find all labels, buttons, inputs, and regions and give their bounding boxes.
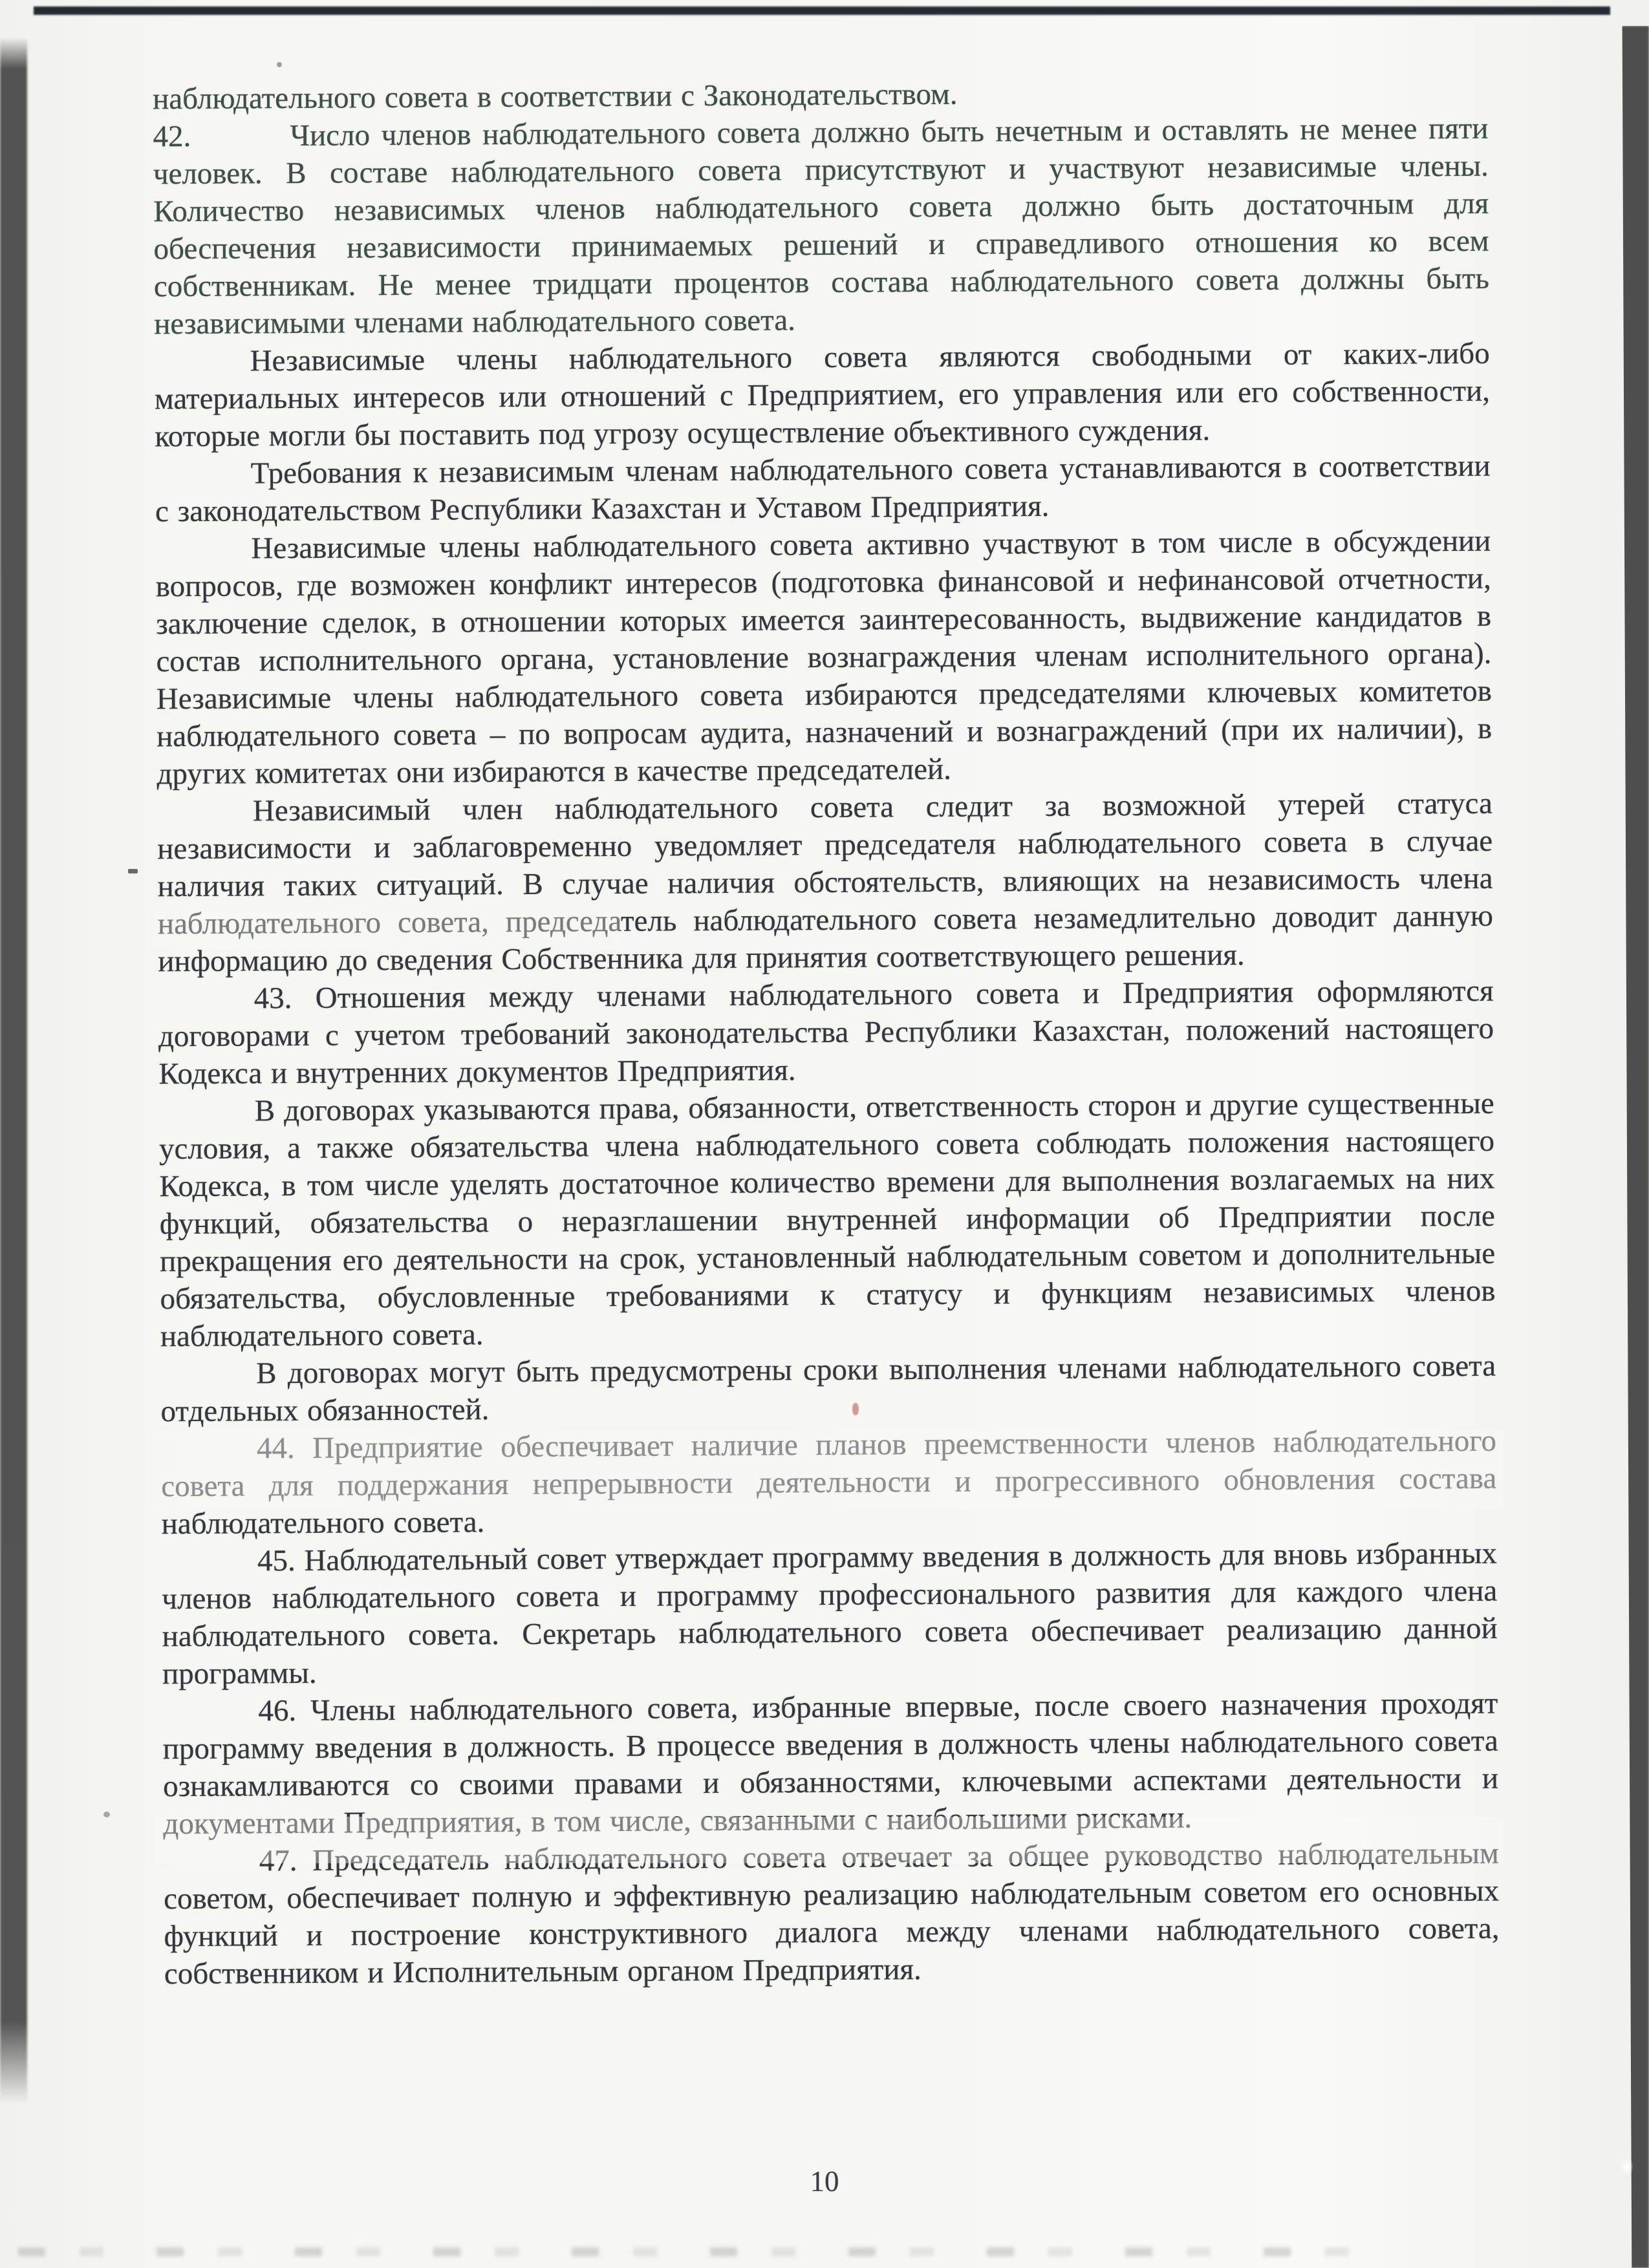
paragraph-contracts-deadlines: В договорах могут быть предусмотрены сроки выполнения членами наблюдательного совета отдельных обязанностей. bbox=[160, 1349, 1496, 1429]
paragraph-requirements: Требования к независимым членам наблюдательного совета устанавливаются в соответствии с законодательством Республики Казахстан и Уставом Предприятия. bbox=[155, 449, 1491, 529]
paragraph-independent-members-free: Независимые члены наблюдательного совета являются свободными от каких-либо материальных интересов или отношений с Предприятием, его управления или его собственности, которые могли бы поставить под угрозу осуществление объективного суждения. bbox=[154, 336, 1491, 454]
paragraph-43: 43. Отношения между членами наблюдательного совета и Предприятия оформляются договорами с учетом требований законодательства Республики Казахстан, положений настоящего Кодекса и внутренних документов Предприятия. bbox=[158, 974, 1494, 1091]
paragraph-45: 45. Наблюдательный совет утверждает программу введения в должность для вновь избранных членов наблюдательного совета и программу профессионального развития для каждого члена наблюдательного совета. Секретарь наблюдательного совета обеспечивает реализацию данной программы. bbox=[162, 1536, 1498, 1691]
page-number: 10 bbox=[810, 2165, 839, 2198]
paragraph-44: 44. Предприятие обеспечивает наличие планов преемственности членов наблюдательного совета для поддержания непрерывности деятельности и прогрессивного обновления состава наблюдательного совета. bbox=[161, 1424, 1497, 1541]
scan-edge-left bbox=[0, 37, 27, 2104]
paragraph-independence-status: Независимый член наблюдательного совета следит за возможной утерей статуса независимости и заблаговременно уведомляет председателя наблюдательного совета в случае наличия таких ситуаций. В случае наличия обстоятельств, влияющих на независимость члена наблюдательного совета, председатель наблюдательного совета незамедлительно доводит данную информацию до сведения Собственника для принятия соответствующего решения. bbox=[157, 786, 1494, 979]
paragraph-42-number: 42. bbox=[153, 119, 191, 154]
paragraph-contracts-contents: В договорах указываются права, обязанности, ответственность сторон и другие существенные условия, а также обязательства члена наблюдательного совета соблюдать положения настоящего Кодекса, в том числе уделять достаточное количество времени для выполнения возлагаемых на них функций, обязательства о неразглашении внутренней информации об Предприятии после прекращения его деятельности на срок, установленный наблюдательным советом и дополнительные обязательства, обусловленные требованиями к статусу и функциям независимых членов наблюдательного совета. bbox=[158, 1086, 1496, 1354]
scan-edge-top bbox=[34, 6, 1610, 15]
paragraph-46: 46. Члены наблюдательного совета, избранные впервые, после своего назначения проходят программу введения в должность. В процессе введения в должность члены наблюдательного совета ознакамливаются со своими правами и обязанностями, ключевыми аспектами деятельности и документами Предприятия, в том числе, связанными с наибольшими рисками. bbox=[162, 1686, 1499, 1841]
paragraph-independent-members-active: Независимые члены наблюдательного совета активно участвуют в том числе в обсуждении вопросов, где возможен конфликт интересов (подготовка финансовой и нефинансовой отчетности, заключение сделок, в отношении которых имеется заинтересованность, выдвижение кандидатов в состав исполнительного органа, установление вознаграждения членам исполнительного органа). Независимые члены наблюдательного совета избираются председателями ключевых комитетов наблюдательного совета – по вопросам аудита, назначений и вознаграждений (при их наличии), в других комитетах они избираются в качестве председателей. bbox=[155, 524, 1493, 791]
scan-noise-bottom bbox=[18, 2247, 1396, 2256]
paragraph-continuation: наблюдательного совета в соответствии с Законодательством. bbox=[153, 77, 958, 116]
scan-speck bbox=[128, 869, 138, 873]
paragraph-47: 47. Председатель наблюдательного совета отвечает за общее руководство наблюдательным советом, обеспечивает полную и эффективную реализацию наблюдательным советом его основных функций и построение конструктивного диалога между членами наблюдательного совета, собственником и Исполнительным органом Предприятия. bbox=[164, 1836, 1500, 1991]
scan-edge-right bbox=[1619, 26, 1649, 2268]
scan-speck bbox=[277, 62, 282, 67]
scan-speck bbox=[103, 1812, 110, 1817]
paragraph-42-text: Число членов наблюдательного совета должно быть нечетным и оставлять не менее пяти человек. В составе наблюдательного совета присутствуют и участвуют независимые члены. Количество независимых членов наблюдательного совета должно быть достаточным для обеспечения независимости принимаемых решений и справедливого отношения ко всем собственникам. Не менее тридцати процентов состава наблюдательного совета должны быть независимыми членами наблюдательного совета. bbox=[153, 111, 1490, 341]
paragraph-42 bbox=[153, 110, 1489, 343]
document-text bbox=[153, 72, 1500, 1993]
